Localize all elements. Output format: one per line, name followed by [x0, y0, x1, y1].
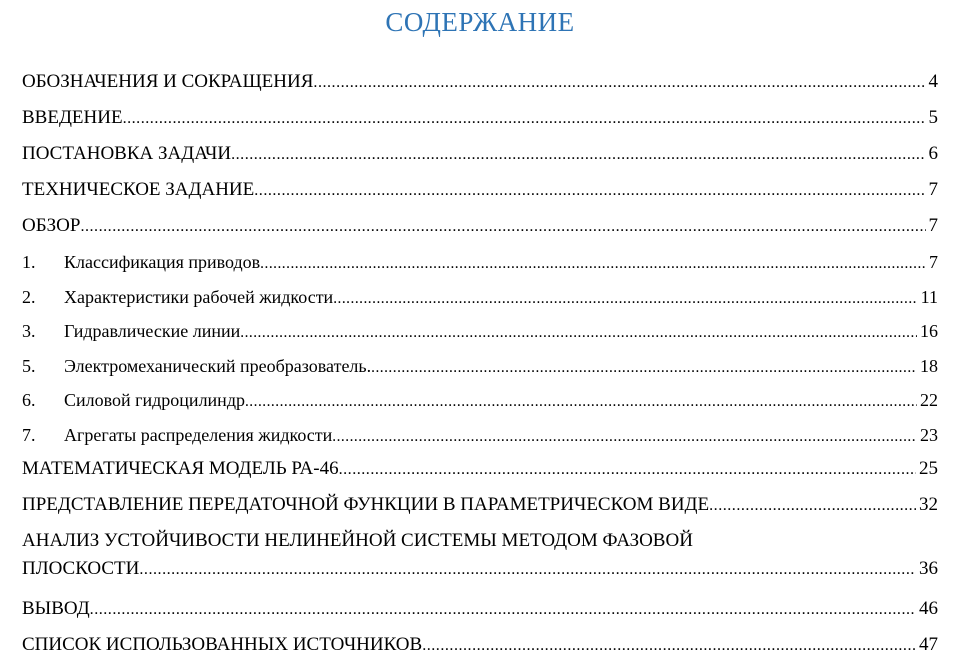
- toc-entry-introduction[interactable]: [22, 104, 938, 140]
- toc-dot-leader: [333, 285, 917, 313]
- toc-dot-leader: [332, 423, 917, 451]
- toc-entry-text: ВВЕДЕНИЕ: [22, 107, 123, 128]
- toc-entry-text: Гидравлические линии: [64, 321, 241, 341]
- toc-subentry-fluid-characteristics[interactable]: [22, 283, 938, 318]
- toc-entry-overview[interactable]: [22, 212, 938, 248]
- toc-entry-text: ПОСТАНОВКА ЗАДАЧИ: [22, 143, 232, 164]
- toc-entry-math-model[interactable]: [22, 455, 938, 491]
- toc-page-number: 4: [928, 71, 938, 92]
- toc-entry-text: Электромеханический преобразователь.: [64, 355, 372, 376]
- toc-dot-leader: [260, 250, 926, 278]
- toc-page-number: 47: [919, 634, 938, 655]
- toc-dot-leader: [231, 141, 925, 169]
- toc-page-number: 5: [928, 107, 938, 128]
- toc-page-number: 18: [920, 355, 938, 376]
- toc-entry-conclusion[interactable]: [22, 595, 938, 631]
- toc-entry-text: ОБЗОР: [22, 215, 81, 236]
- toc-entry-text: МАТЕМАТИЧЕСКАЯ МОДЕЛЬ РА-46: [22, 458, 339, 479]
- toc-entry-text: ПРЕДСТАВЛЕНИЕ ПЕРЕДАТОЧНОЙ ФУНКЦИИ В ПАРАМЕТРИЧЕСКОМ ВИДЕ: [22, 494, 710, 515]
- toc-title: СОДЕРЖАНИЕ: [385, 7, 575, 37]
- toc-entry-text: ОБОЗНАЧЕНИЯ И СОКРАЩЕНИЯ: [22, 71, 314, 92]
- toc-subentry-drive-classification[interactable]: [22, 248, 938, 283]
- toc-dot-leader: [313, 69, 925, 97]
- toc-page-number: 32: [919, 494, 938, 515]
- toc-entry-number: 3.: [22, 321, 36, 341]
- toc-dot-leader: [371, 354, 917, 382]
- toc-dot-leader: [123, 105, 926, 133]
- toc-dot-leader: [90, 596, 916, 624]
- toc-dot-leader: [139, 556, 916, 584]
- toc-entry-number: 2.: [22, 286, 36, 307]
- toc-page-number: 22: [920, 390, 938, 410]
- toc-subentry-hydraulic-lines[interactable]: [22, 317, 938, 352]
- toc-dot-leader: [80, 213, 925, 241]
- toc-dot-leader: [339, 456, 916, 484]
- toc-entry-problem-statement[interactable]: [22, 140, 938, 176]
- toc-entry-abbreviations[interactable]: [22, 68, 938, 104]
- toc-subentry-electromechanical-converter[interactable]: [22, 352, 938, 387]
- toc-dot-leader: [254, 177, 925, 205]
- toc-entry-number: 5.: [22, 355, 36, 376]
- toc-dot-leader: [422, 632, 916, 660]
- toc-entry-text: Характеристики рабочей жидкости: [64, 286, 334, 307]
- toc-dot-leader: [709, 492, 916, 520]
- toc-entry-references[interactable]: [22, 631, 938, 667]
- toc-entry-line2: [22, 555, 938, 584]
- toc-entry-text: ТЕХНИЧЕСКОЕ ЗАДАНИЕ: [22, 179, 255, 200]
- toc-entry-number: 1.: [22, 252, 36, 272]
- toc-entry-text: Классификация приводов: [64, 252, 261, 272]
- toc-page-number: 25: [919, 458, 938, 479]
- toc-subentry-power-cylinder[interactable]: [22, 386, 938, 421]
- toc-entry-text: СПИСОК ИСПОЛЬЗОВАННЫХ ИСТОЧНИКОВ: [22, 634, 423, 655]
- toc-entry-text-line1: АНАЛИЗ УСТОЙЧИВОСТИ НЕЛИНЕЙНОЙ СИСТЕМЫ МЕТОДОМ ФАЗОВОЙ: [22, 530, 693, 551]
- toc-entry-number: 7.: [22, 424, 36, 445]
- toc-page-number: 11: [920, 286, 938, 307]
- toc-page-number: 36: [919, 558, 938, 579]
- toc-dot-leader: [245, 388, 917, 416]
- toc-entry-text-line2: ПЛОСКОСТИ: [22, 558, 140, 579]
- toc-entry-number: 6.: [22, 390, 36, 410]
- toc-page-number: 23: [920, 424, 938, 445]
- toc-page-number: 6: [928, 143, 938, 164]
- toc-dot-leader: [240, 319, 917, 347]
- toc-entry-stability-analysis[interactable]: [22, 527, 938, 595]
- toc-page-number: 16: [920, 321, 938, 341]
- toc-page-number: 7: [928, 215, 938, 236]
- toc-entry-technical-task[interactable]: [22, 176, 938, 212]
- toc-entry-transfer-function[interactable]: [22, 491, 938, 527]
- toc-entry-text: Агрегаты распределения жидкости: [64, 424, 333, 445]
- toc-entry-text: Силовой гидроцилиндр: [64, 390, 245, 410]
- toc-page-number: 46: [919, 598, 938, 619]
- toc-entry-text: ВЫВОД: [22, 598, 90, 619]
- toc-list: [22, 68, 938, 667]
- toc-page-number: 7: [928, 179, 938, 200]
- toc-page-number: 7: [929, 252, 938, 272]
- toc-subentry-fluid-distribution-units[interactable]: [22, 421, 938, 456]
